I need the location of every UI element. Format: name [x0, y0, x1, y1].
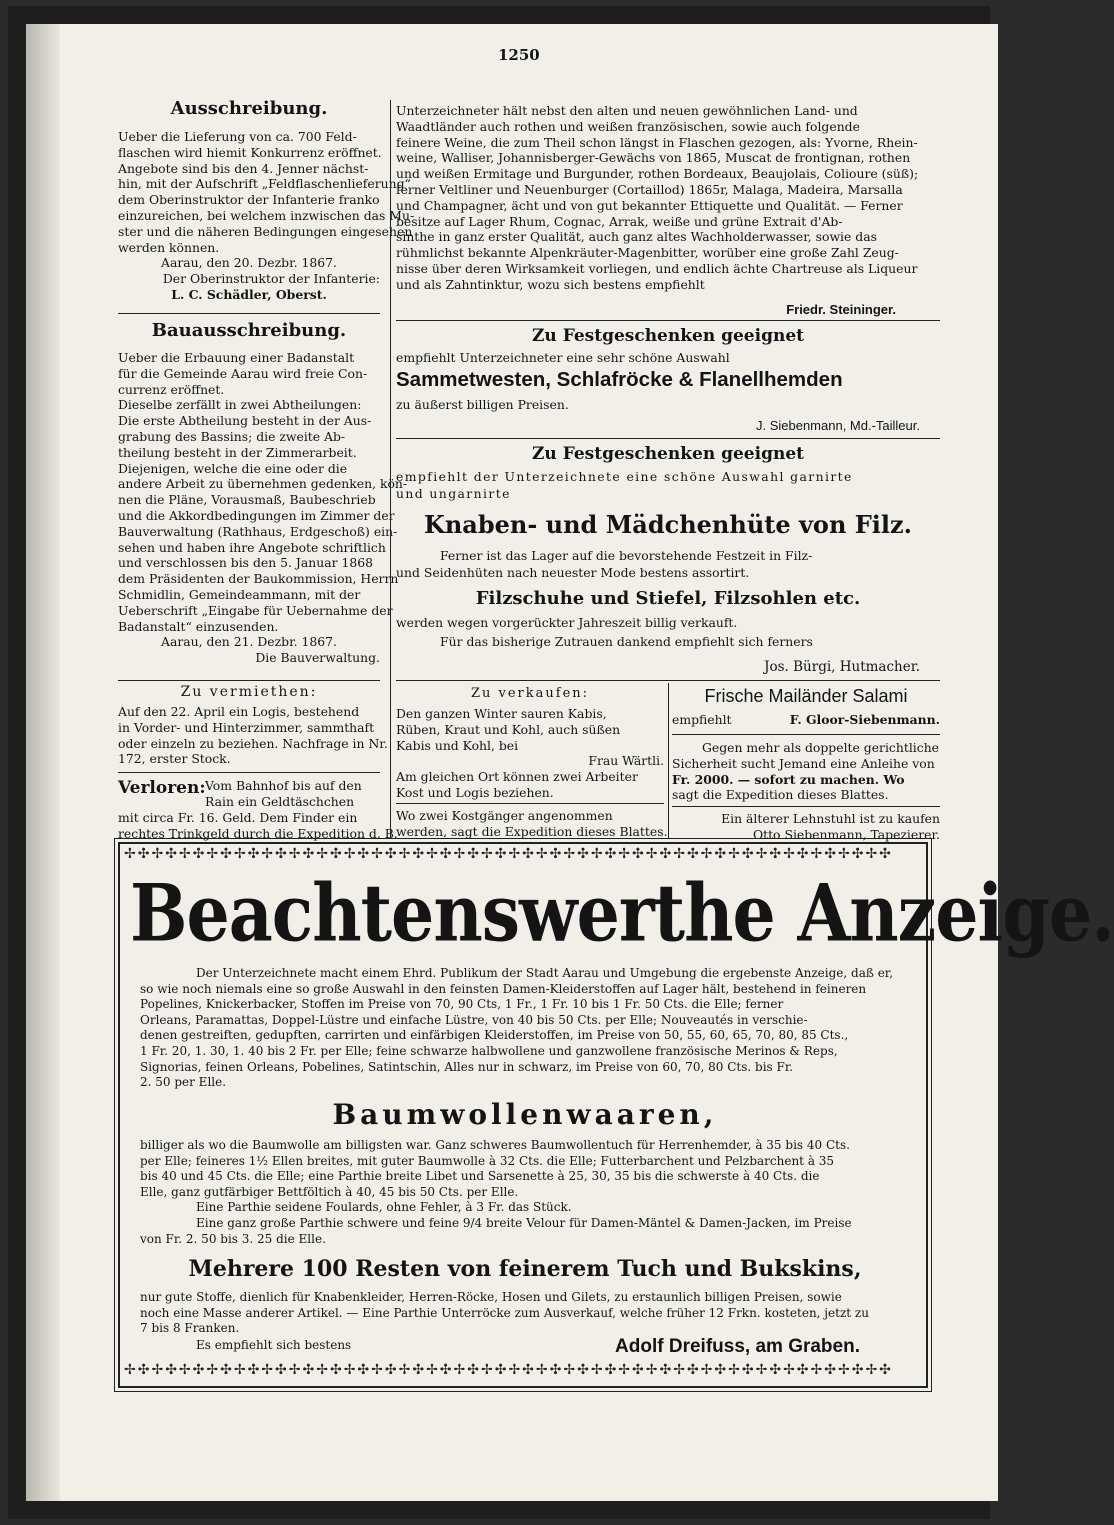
ad4-body-top — [205, 778, 380, 810]
text-line: Elle, ganz gutfärbiger Bettföltich à 40, 45 bis 50 Cts. per Elle. — [140, 1184, 519, 1199]
text-line: feinere Weine, die zum Theil schon längst in Flaschen gezogen, als: Yvorne, Rhein- — [396, 134, 918, 150]
ad2-title: Bauausschreibung. — [151, 320, 347, 341]
ad7-product: Knaben- und Mädchenhüte von Filz. — [423, 510, 912, 539]
text-line: grabung des Bassins; die zweite Ab- — [118, 428, 346, 444]
ad9-body — [672, 740, 940, 803]
ad10-signer: Adolf Dreifuss, am Graben. — [615, 1336, 860, 1357]
ad10-closing: Es empfiehlt sich bestens — [196, 1338, 352, 1352]
text-line: oder einzeln zu beziehen. Nachfrage in Nr. — [118, 735, 388, 751]
text-line: einzureichen, bei welchem inzwischen das Mu- — [118, 207, 415, 223]
text-line: 1 Fr. 20, 1. 30, 1. 40 bis 2 Fr. per Elle; feine schwarze halbwollene und ganzwollene französische Merinos & Reps, — [140, 1043, 838, 1058]
ad6-title: Zu Festgeschenken geeignet — [532, 326, 804, 346]
text-line: so wie noch niemals eine so große Auswahl in den feinsten Damen-Kleiderstoffen auf Lager hält, bestehend in feineren — [140, 981, 867, 996]
ad7-line1: Ferner ist das Lager auf die bevorstehende Festzeit in Filz- — [440, 548, 813, 563]
text-line: Vom Bahnhof bis auf den — [205, 778, 362, 793]
ad5-signer: Friedr. Steininger. — [786, 302, 896, 317]
text-line: Fr. 2000. — sofort zu machen. Wo — [672, 771, 905, 787]
text-line: Unterzeichneter hält nebst den alten und neuen gewöhnlichen Land- und — [396, 103, 858, 118]
text-line: rühmlichst bekannte Alpenkräuter-Magenbitter, worüber eine große Zahl Zeug- — [396, 245, 899, 261]
ad8-body — [396, 706, 664, 801]
ad8-title: Zu verkaufen: — [470, 686, 590, 701]
text-line: denen gestreiften, gedupften, carrirten und einfärbigen Kleiderstoffen, im Preise von 50, 55, 60, 65, 70, 80, 85 Cts., — [140, 1028, 849, 1043]
ornament-bottom: ✢✣✢✣✢✣✢✣✢✣✢✣✢✣✢✣✢✣✢✣✢✣✢✣✢✣✢✣✢✣✢✣✢✣✢✣✢✣✢✣✢✣✢✣✢✣✢✣✢✣✢✣✢✣✢✣ — [124, 1362, 893, 1378]
text-line: Kabis und Kohl, bei — [396, 737, 519, 753]
text-line: 7 bis 8 Franken. — [140, 1321, 240, 1336]
column-rule — [118, 772, 380, 773]
text-line: mit circa Fr. 16. Geld. Dem Finder ein — [118, 810, 358, 825]
text-line: Auf den 22. April ein Logis, bestehend — [118, 704, 360, 719]
text-line: Angebote sind bis den 4. Jenner nächst- — [118, 160, 369, 176]
ad2-date: Aarau, den 21. Dezbr. 1867. — [161, 634, 337, 650]
column-divider — [668, 683, 669, 838]
text-line: Rain ein Geldtäschchen — [205, 793, 355, 809]
text-line: Ueberschrift „Eingabe für Uebernahme der — [118, 602, 393, 618]
text-line: Die erste Abtheilung besteht in der Aus- — [118, 413, 372, 429]
text-line: Rüben, Kraut und Kohl, auch süßen — [396, 721, 621, 737]
column-rule — [396, 803, 664, 804]
text-line: bis 40 und 45 Cts. die Elle; eine Parthie breite Libet und Sarsenette à 25, 30, 35 bis die schwerste à 40 Cts. die — [140, 1169, 820, 1184]
text-line: und die Akkordbedingungen im Zimmer der — [118, 507, 395, 523]
text-line: Am gleichen Ort können zwei Arbeiter — [396, 769, 638, 785]
text-line: Dieselbe zerfällt in zwei Abtheilungen: — [118, 397, 362, 413]
text-line: nur gute Stoffe, dienlich für Knabenkleider, Herren-Röcke, Hosen und Gilets, zu erstaunlich billigen Preisen, sowie — [140, 1290, 842, 1304]
ad1-body — [118, 129, 415, 303]
text-line: weine, Walliser, Johannisberger-Gewächs von 1865, Muscat de frontignan, rothen — [396, 150, 911, 166]
ad6-signer: J. Siebenmann, Md.-Tailleur. — [755, 418, 920, 433]
ad7-signer: Jos. Bürgi, Hutmacher. — [764, 659, 920, 675]
text-line: ster und die näheren Bedingungen eingesehen — [118, 223, 413, 239]
text-line: Schmidlin, Gemeindeammann, mit der — [118, 586, 361, 602]
text-line: und weißen Ermitage und Burgunder, rothen Bordeaux, Beaujolais, Colioure (süß); — [396, 166, 919, 182]
ad1-signer-title: Der Oberinstruktor der Infanterie: — [162, 271, 380, 287]
text-line: 2. 50 per Elle. — [140, 1075, 227, 1090]
ad3-title: Zu vermiethen: — [180, 684, 318, 700]
text-line: nisse über deren Wirksamkeit vorliegen, und endlich ächte Chartreuse als Liqueur — [396, 260, 918, 276]
ad1-signer-name: L. C. Schädler, Oberst. — [171, 286, 327, 302]
text-line: per Elle; feineres 1½ Ellen breites, mit guter Baumwolle à 32 Cts. die Elle; Futterbarchent und Pelzbarchent à 35 — [140, 1153, 835, 1168]
ad7-line2: und Seidenhüten nach neuester Mode bestens assortirt. — [396, 565, 750, 580]
column-rule — [672, 806, 940, 807]
text-line: Den ganzen Winter sauren Kabis, — [396, 706, 607, 721]
text-line: Otto Siebenmann, Tapezierer. — [752, 826, 940, 842]
text-line: für die Gemeinde Aarau wird freie Con- — [118, 365, 368, 381]
ad6-price: zu äußerst billigen Preisen. — [396, 397, 569, 412]
column-rule — [118, 313, 380, 314]
text-line: Badanstalt“ einzusenden. — [118, 618, 279, 634]
ad10-h3: Mehrere 100 Resten von feinerem Tuch und Bukskins, — [188, 1256, 862, 1282]
text-line: currenz eröffnet. — [118, 381, 225, 397]
text-line: dem Oberinstruktor der Infanterie franko — [118, 192, 380, 208]
text-line: Ein älterer Lehnstuhl ist zu kaufen — [721, 811, 940, 826]
ad9-line: empfiehlt — [672, 712, 732, 727]
text-line: Waadtländer auch rothen und weißen französischen, sowie auch folgende — [396, 118, 860, 134]
column-divider — [390, 100, 391, 838]
ad6-product: Sammetwesten, Schlafröcke & Flanellhemden — [396, 368, 843, 391]
ad8-body2 — [396, 808, 668, 840]
text-line: in Vorder- und Hinterzimmer, sammthaft — [118, 719, 375, 735]
text-line: Gegen mehr als doppelte gerichtliche — [702, 740, 940, 755]
text-line: werden können. — [118, 239, 220, 255]
column-rule — [396, 320, 940, 321]
ornament-top: ✢✣✢✣✢✣✢✣✢✣✢✣✢✣✢✣✢✣✢✣✢✣✢✣✢✣✢✣✢✣✢✣✢✣✢✣✢✣✢✣✢✣✢✣✢✣✢✣✢✣✢✣✢✣✢✣ — [124, 846, 893, 862]
text-line: Ueber die Erbauung einer Badanstalt — [118, 350, 355, 365]
text-line: theilung besteht in der Zimmerarbeit. — [118, 444, 357, 460]
ad7-title: Zu Festgeschenken geeignet — [532, 444, 804, 464]
text-line: werden, sagt die Expedition dieses Blattes. — [396, 823, 668, 839]
ad10-p2 — [140, 1138, 910, 1247]
ad10-h2: Baumwollenwaaren, — [332, 1098, 718, 1131]
text-line: Diejenigen, welche die eine oder die — [118, 460, 348, 476]
text-line: sagt die Expedition dieses Blattes. — [672, 787, 889, 803]
text-line: rechtes Trinkgeld durch die Expedition d. B. — [118, 825, 398, 841]
ad9-sale — [672, 811, 940, 843]
text-line: besitze auf Lager Rhum, Cognac, Arrak, weiße und grüne Extrait d'Ab- — [396, 213, 843, 229]
text-line: sehen und haben ihre Angebote schriftlich — [118, 539, 386, 555]
ad5-body — [396, 103, 940, 293]
column-rule — [396, 438, 940, 439]
ad7-intro1: empfiehlt der Unterzeichnete eine schöne Auswahl garnirte — [396, 469, 853, 484]
column-rule — [672, 734, 940, 735]
ad9-signer: F. Gloor-Siebenmann. — [789, 712, 940, 727]
text-line: andere Arbeit zu übernehmen gedenken, kön- — [118, 476, 408, 492]
text-line: Frau Wärtli. — [588, 753, 664, 769]
ad10-title: Beachtenswerthe Anzeige. — [130, 868, 1114, 960]
ad7-product2: Filzschuhe und Stiefel, Filzsohlen etc. — [475, 588, 861, 609]
ad1-title: Ausschreibung. — [170, 98, 328, 119]
ad7-intro2: und ungarnirte — [396, 486, 511, 501]
text-line: noch eine Masse anderer Artikel. — Eine Parthie Unterröcke zum Ausverkauf, welche früher 12 Frkn. kosteten, jetzt zu — [140, 1305, 869, 1320]
text-line: billiger als wo die Baumwolle am billigsten war. Ganz schweres Baumwollentuch für Herrenhemder, à 35 bis 40 Cts. — [140, 1138, 850, 1152]
ad7-line3: werden wegen vorgerückter Jahreszeit billig verkauft. — [396, 615, 738, 630]
column-rule — [396, 680, 940, 681]
text-line: Eine ganz große Parthie schwere und feine 9/4 breite Velour für Damen-Mäntel & Damen-Jacken, im Preise — [196, 1215, 852, 1230]
text-line: Wo zwei Kostgänger angenommen — [396, 808, 613, 823]
text-line: Der Unterzeichnete macht einem Ehrd. Publikum der Stadt Aarau und Umgebung die ergebenste Anzeige, daß er, — [196, 966, 894, 980]
ad9-title: Frische Mailänder Salami — [704, 686, 908, 706]
text-line: sinthe in ganz erster Qualität, auch ganz altes Wachholderwasser, sowie das — [396, 229, 877, 245]
text-line: Signorias, feinen Orleans, Pobelines, Satintschin, Alles nur in schwarz, im Preise von 60, 70, 80 Cts. bis Fr. — [140, 1059, 794, 1074]
text-line: dem Präsidenten der Baukommission, Herrn — [118, 571, 399, 587]
ad4-body — [118, 810, 398, 842]
ad4-title: Verloren: — [118, 778, 206, 798]
text-line: Eine Parthie seidene Foulards, ohne Fehler, à 3 Fr. das Stück. — [196, 1200, 572, 1215]
text-line: nen die Pläne, Vorausmaß, Baubeschrieb — [118, 492, 376, 508]
text-line: Bauverwaltung (Rathhaus, Erdgeschoß) ein- — [118, 523, 398, 539]
text-line: Kost und Logis beziehen. — [396, 784, 554, 800]
ad10-p1 — [140, 966, 910, 1091]
ad6-intro: empfiehlt Unterzeichneter eine sehr schöne Auswahl — [396, 350, 730, 365]
ad2-signer: Die Bauverwaltung. — [255, 650, 380, 666]
text-line: hin, mit der Aufschrift „Feldflaschenlieferung“ — [118, 176, 411, 192]
column-rule — [118, 680, 380, 681]
ad7-line4: Für das bisherige Zutrauen dankend empfiehlt sich ferners — [440, 634, 813, 649]
page-number: 1250 — [498, 46, 540, 64]
text-line: Orleans, Paramattas, Doppel-Lüstre und einfache Lüstre, von 40 bis 50 Cts. per Elle; Nouveautés in verschie- — [140, 1012, 808, 1027]
ad1-date: Aarau, den 20. Dezbr. 1867. — [161, 255, 337, 271]
ad10-p3 — [140, 1290, 910, 1337]
text-line: Popelines, Knickerbacker, Stoffen im Preise von 70, 90 Cts, 1 Fr., 1 Fr. 10 bis 1 Fr. 50 Cts. die Elle; ferner — [140, 997, 784, 1012]
text-line: und verschlossen bis den 5. Januar 1868 — [118, 555, 373, 571]
text-line: ferner Veltliner und Neuenburger (Cortaillod) 1865r, Malaga, Madeira, Marsalla — [396, 181, 903, 197]
text-line: 172, erster Stock. — [118, 751, 231, 767]
text-line: und Champagner, ächt und von gut bekannter Ettiquette und Qualität. — Ferner — [396, 197, 903, 213]
text-line: und als Zahntinktur, wozu sich bestens empfiehlt — [396, 276, 705, 292]
ad2-body — [118, 350, 408, 666]
ad3-body — [118, 704, 388, 767]
text-line: Ueber die Lieferung von ca. 700 Feld- — [118, 129, 357, 144]
text-line: Sicherheit sucht Jemand eine Anleihe von — [672, 755, 935, 771]
text-line: flaschen wird hiemit Konkurrenz eröffnet. — [118, 144, 382, 160]
text-line: von Fr. 2. 50 bis 3. 25 die Elle. — [140, 1231, 326, 1246]
